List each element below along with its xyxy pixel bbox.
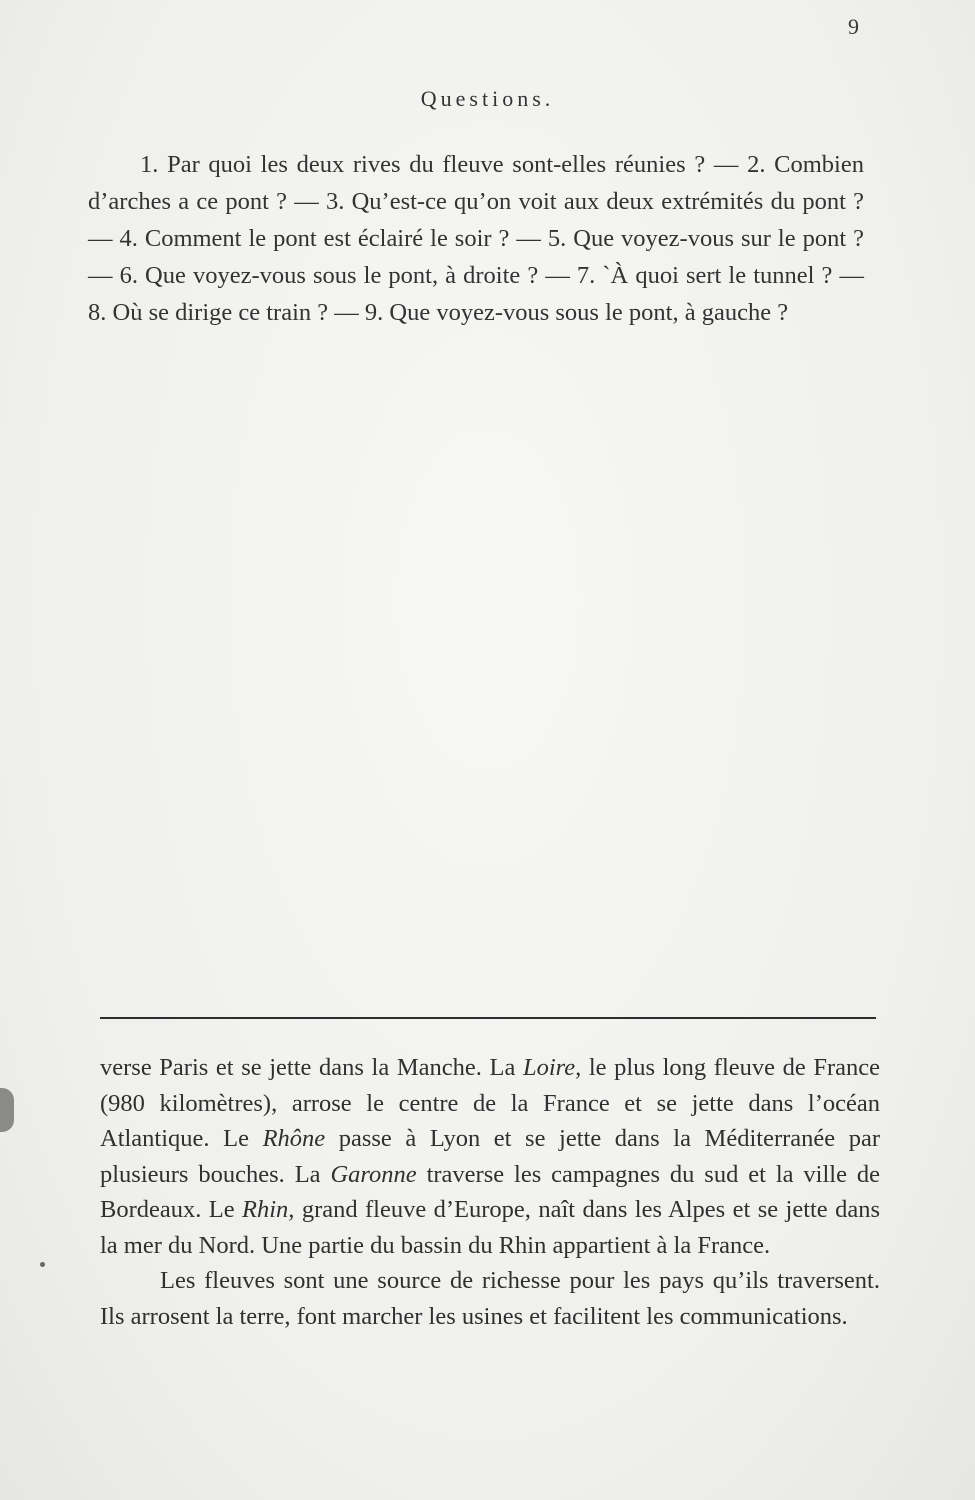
questions-heading: Questions. (420, 86, 555, 111)
margin-binding-mark (0, 1088, 14, 1132)
footnote-text-segment: verse Paris et se jette dans la Manche. La (100, 1054, 523, 1081)
questions-section (88, 146, 864, 331)
footnote-text-segment: traverse les campagnes du sud et la ville de Bordeaux. Le (100, 1160, 880, 1223)
print-speck (40, 1262, 45, 1267)
footnote-paragraph-rivers (100, 1050, 880, 1263)
river-name-garonne: Garonne (330, 1160, 417, 1188)
river-name-loire: Loire, (522, 1054, 582, 1081)
page-number: 9 (848, 14, 859, 39)
footnote-section (100, 1050, 880, 1334)
questions-paragraph: 1. Par quoi les deux rives du fleuve sont-elles réunies ? — 2. Combien d’arches a ce pont ? — 3. Qu’est-ce qu’on voit aux deux extrémités du pont ? — 4. Comment le pont est éclairé le soir ? — 5. Que voyez-vous sur le pont ? — 6. Que voyez-vous sous le pont, à droite ? — 7. `À quoi sert le tunnel ? — 8. Où se dirige ce train ? — 9. Que voyez-vous sous le pont, à gauche ? (88, 151, 864, 326)
footnote-text-segment: le plus long fleuve de France (980 kilomètres), arrose le centre de la France et se jette dans l’océan Atlantique. Le (100, 1054, 881, 1152)
footnote-text-segment: grand fleuve d’Europe, naît dans les Alpes et se jette dans la mer du Nord. Une partie du bassin du Rhin appartient à la France. (100, 1196, 880, 1259)
footnote-paragraph-richesse: Les fleuves sont une source de richesse pour les pays qu’ils traversent. Ils arrosent la terre, font marcher les usines et facilitent les communications. (100, 1267, 880, 1330)
footnote-separator (100, 1017, 876, 1019)
footnote-text-segment: passe à Lyon et se jette dans la Méditerranée par plusieurs bouches. La (100, 1125, 881, 1188)
river-name-rhone: Rhône (262, 1125, 326, 1152)
river-name-rhin: Rhin, (242, 1196, 295, 1223)
